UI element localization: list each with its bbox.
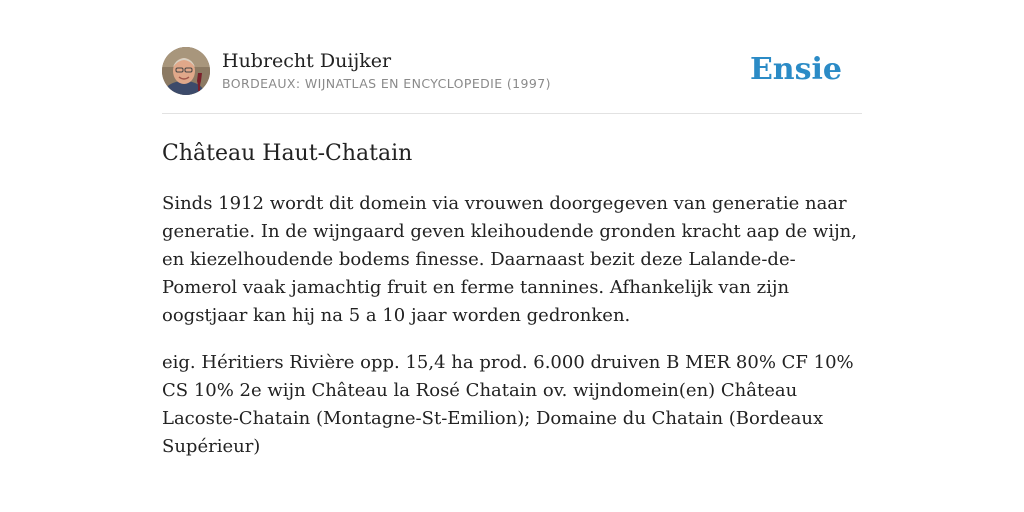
header-divider xyxy=(162,113,862,114)
entry-paragraph-description: Sinds 1912 wordt dit domein via vrouwen doorgegeven van generatie naar generatie. In de wijngaard geven kleihoudende gronden kracht aap de wijn, en kiezelhoudende bodems finesse. Daarnaast bezit deze Lalande-de-Pomerol vaak jamachtig fruit en ferme tannines. Afhankelijk van zijn oogstjaar kan hij na 5 a 10 jaar worden gedronken. xyxy=(162,193,857,326)
source-title[interactable]: BORDEAUX: WIJNATLAS EN ENCYCLOPEDIE (1997) xyxy=(222,76,551,91)
author-block xyxy=(222,49,551,93)
entry-header xyxy=(162,46,862,96)
entry-title: Château Haut-Chatain xyxy=(162,141,413,166)
entry-card xyxy=(162,46,862,461)
author-photo-icon xyxy=(162,47,210,95)
author-name[interactable]: Hubrecht Duijker xyxy=(222,50,392,72)
brand-logo[interactable]: Ensie xyxy=(749,52,842,87)
entry-paragraph-details: eig. Héritiers Rivière opp. 15,4 ha prod. 6.000 druiven B MER 80% CF 10% CS 10% 2e wijn Château la Rosé Chatain ov. wijndomein(en) Château Lacoste-Chatain (Montagne-St-Emilion); Domaine du Chatain (Bordeaux Supérieur) xyxy=(162,352,854,457)
author-avatar[interactable] xyxy=(162,47,210,95)
